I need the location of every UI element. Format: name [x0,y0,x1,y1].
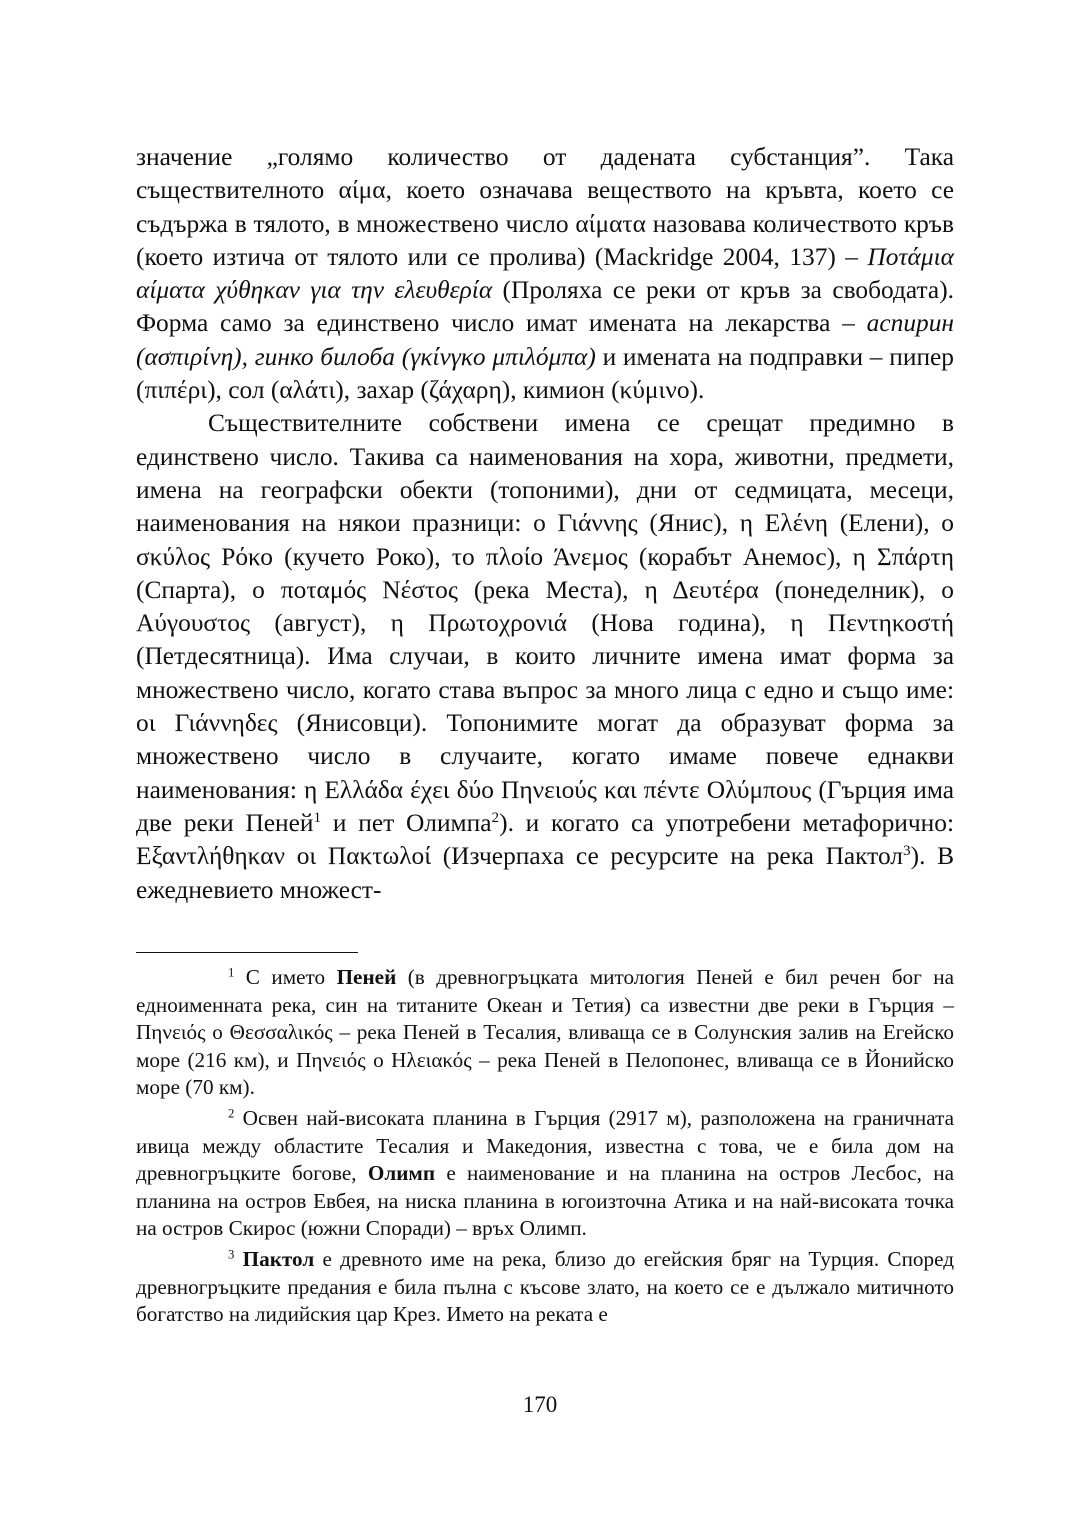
footnote-number: 3 [228,1247,235,1262]
footnote-text: (в древногръцката митология Пеней е бил речен бог на едноименната река, син на титаните Океан и Тетия) са известни две реки в Гърция – Πηνειός ο Θεσσαλικός – река Пеней в Тесалия, вливаща се в Солунския залив на Егейско море (216 км), и Πηνειός ο Ηλειακός – река Пеней в Пелопонес, вливаща се в Йонийско море (70 км). [136,965,955,1100]
footnote-ref-2[interactable]: 2 [491,808,500,826]
footnote-text: Освен най-високата планина в Гърция (2917 м), разположена на граничната ивица между областите Тесалия и Македония, известна с това, че е била дом на древногръцките богове, [136,1105,954,1186]
text-run: (Проляха се реки от кръв за свободата). Форма само за единствено число имат имената на лекарства – [136,276,955,338]
footnote-text: е наименование и на планина на остров Лесбос, на планина на остров Евбея, на ниска планина в югоизточна Атика и на най-високата точка на остров Скирос (южни Споради) – връх Олимп. [136,1161,954,1241]
footnote-number: 2 [228,1106,235,1121]
footnote-text: С името [234,965,337,989]
text-run: Съществителните собствени имена се срещат предимно в единствено число. Такива са наименования на хора, животни, предмети, имена на географски обекти (топоними), дни от седмицата, месеци, наименования на някои празници: ο Γιάννης (Янис), η Ελένη (Елени), ο σκύλος Ρόκο (кучето Роко), το πλοίο Άνεμος (корабът Анемос), η Σπάρτη (Спарта), ο ποταμός Νέστος (река Места), η Δευτέρα (понеделник), ο Αύγουστος (август), η Πρωτοχρονιά (Нова година), η Πεντηκοστή (Петдесятница). Има случаи, в които личните имена имат форма за множествено число, когато става въпрос за много лица с едно и също име: οι Γιάννηδες (Янисовци). Топонимите могат да образуват форма за множествено число в случаите, когато имаме повече еднакви наименования: η Ελλάδα έχει δύο Πηνειούς και πέντε Ολύμπους (Гърция има две реки Пеней [136,409,954,837]
footnote-2 [136,1105,954,1243]
footnote-3 [136,1246,954,1329]
text-run: значение „голямо количество от дадената субстанция”. Така съществителното αίμα, което означава веществото на кръвта, което се съдържа в тялото, в множествено число αίματα назовава количеството кръв (което изтича от тялото или се пролива) (Mackridge 2004, 137) – [136,143,954,271]
italic-example: аспирин (ασπιρίνη), гинко билоба (γκίνγκο μπιλόμπα) [136,309,954,371]
main-text [136,141,954,907]
paragraph-2 [136,407,954,906]
footnote-term: Пактол [242,1246,315,1271]
text-run: и пет Олимпа [321,808,492,837]
page-number: 170 [522,1392,558,1417]
footnote-separator [136,952,358,953]
text-run: ). В ежедневието множест- [136,842,955,904]
footnote-number: 1 [228,965,235,980]
footnote-text [234,1247,242,1271]
text-run: ). и когато са употребени метафорично: Εξαντλήθηκαν οι Πακτωλοί (Изчерпаха се ресурсите на река Пактол [136,808,954,871]
footnotes [136,964,954,1329]
footnote-term: Олимп [367,1161,436,1186]
paragraph-1 [136,141,954,407]
footnote-term: Пеней [336,965,397,989]
italic-example: Ποτάμια αίματα χύθηκαν για την ελευθερία [136,242,954,305]
footnote-ref-3[interactable]: 3 [902,842,911,860]
footnote-text: е древното име на река, близо до егейския бряг на Турция. Според древногръцките предания е била пълна с късове злато, на което се е дължало митичното богатство на лидийския цар Крез. Името на реката е [136,1246,954,1327]
footnote-ref-1[interactable]: 1 [313,808,322,826]
text-run: и имената на подправки – пипер (πιπέρι), сол (αλάτι), захар (ζάχαρη), кимион (κύμινο). [136,342,954,405]
footnote-1 [136,964,954,1102]
